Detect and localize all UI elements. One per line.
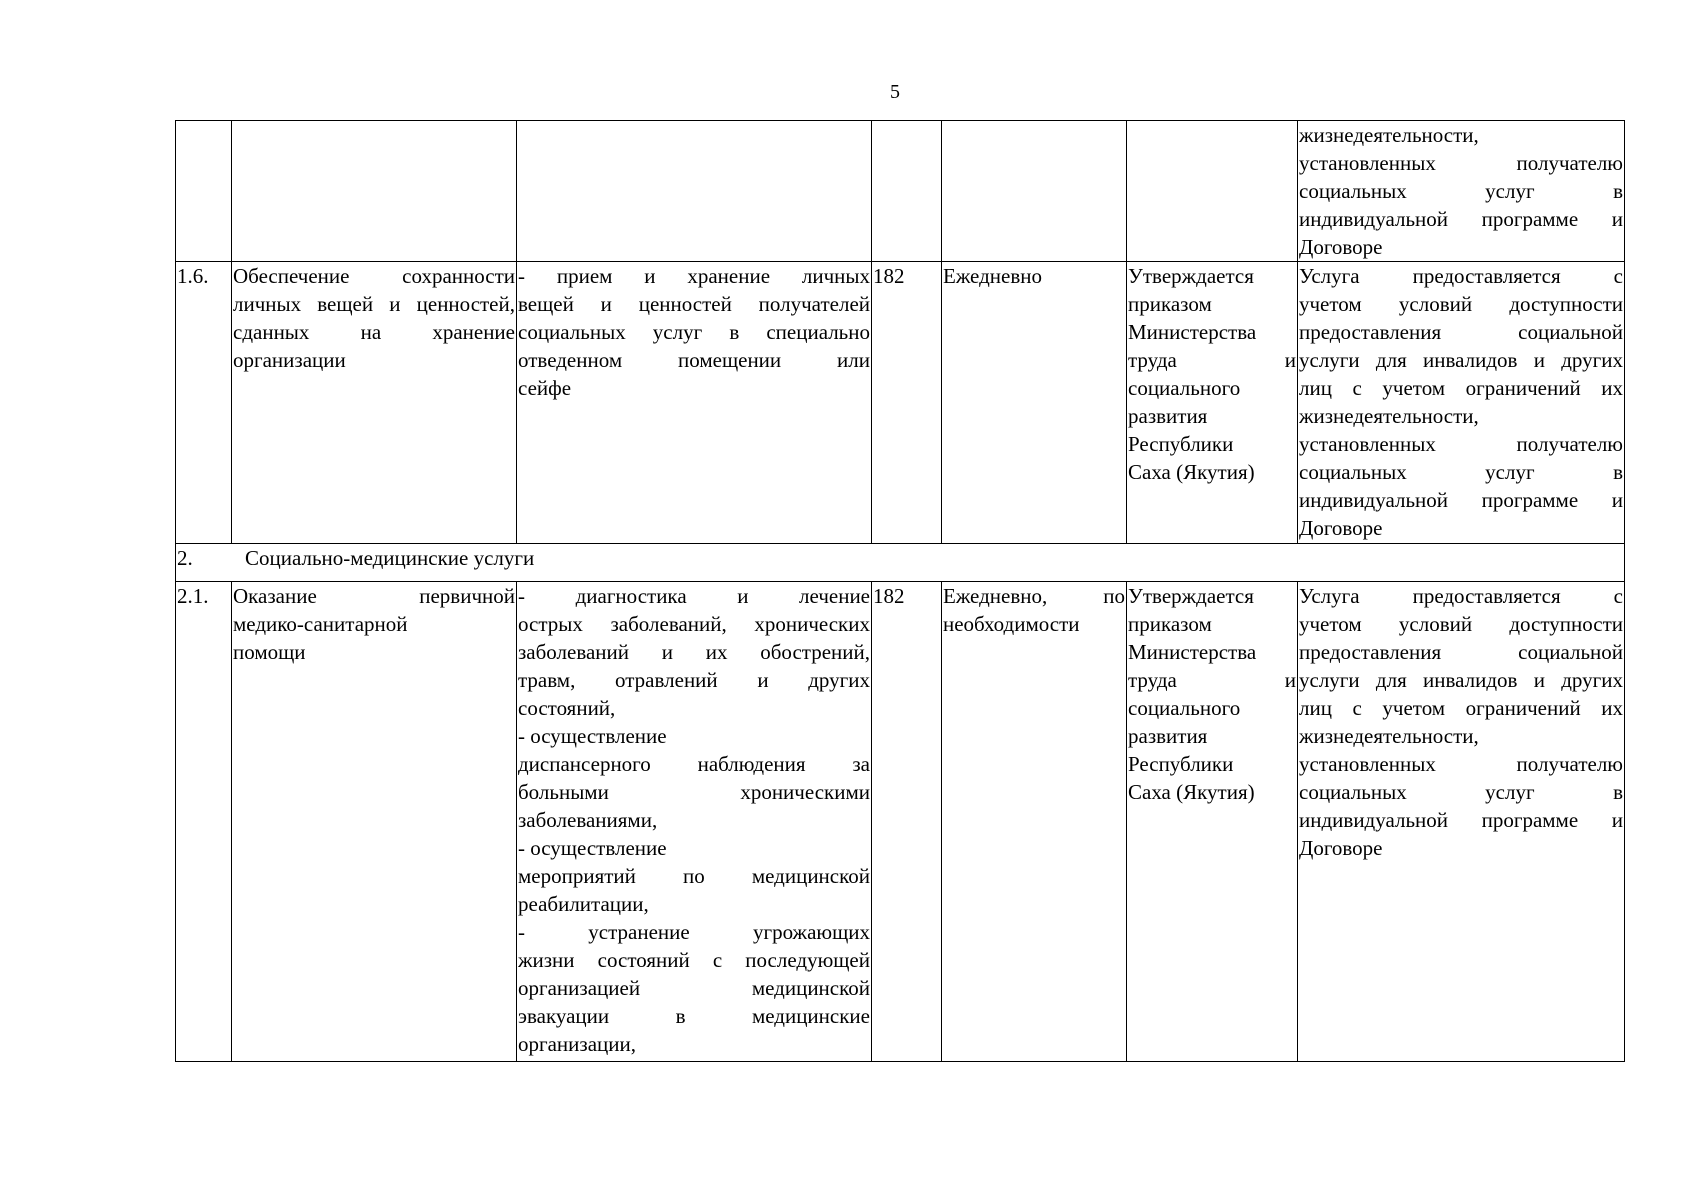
- service-name-cell: [232, 262, 517, 544]
- standard-cell: [1127, 121, 1298, 262]
- standard-line: Министерства: [1128, 640, 1257, 664]
- conditions-line: предоставления социальной: [1299, 320, 1623, 344]
- service-name-line: личных вещей и ценностей,: [233, 292, 515, 316]
- conditions-line: предоставления социальной: [1299, 640, 1623, 664]
- standard-line: труда и: [1128, 668, 1296, 692]
- table-row: [176, 582, 1625, 1062]
- standard-line: приказом: [1128, 292, 1212, 316]
- conditions-line: установленных получателю: [1299, 432, 1623, 456]
- conditions-line: жизнедеятельности,: [1299, 404, 1479, 428]
- service-content-line: - диагностика и лечение: [518, 584, 870, 608]
- standard-line: Республики: [1128, 432, 1234, 456]
- conditions-cell: [1298, 121, 1625, 262]
- cost-cell: 182: [872, 582, 942, 1062]
- standard-line: развития: [1128, 404, 1208, 428]
- row-number-cell: 2.1.: [176, 582, 232, 1062]
- conditions-line: социальных услуг в: [1299, 460, 1623, 484]
- service-content-line: - прием и хранение личных: [518, 264, 870, 288]
- conditions-line: Услуга предоставляется с: [1299, 584, 1623, 608]
- service-content-line: эвакуации в медицинские: [518, 1004, 870, 1028]
- conditions-line: Договоре: [1299, 235, 1383, 259]
- conditions-line: услуги для инвалидов и других: [1299, 668, 1623, 692]
- conditions-line: социальных услуг в: [1299, 780, 1623, 804]
- conditions-cell: [1298, 262, 1625, 544]
- service-name-cell: [232, 582, 517, 1062]
- service-content-line: организации,: [518, 1032, 636, 1056]
- standard-line: Утверждается: [1128, 584, 1254, 608]
- conditions-line: жизнедеятельности,: [1299, 123, 1479, 147]
- standard-line: приказом: [1128, 612, 1212, 636]
- row-number-cell: [176, 121, 232, 262]
- service-name-line: сданных на хранение: [233, 320, 515, 344]
- services-table: [175, 120, 1625, 1062]
- service-content-line: жизни состояний с последующей: [518, 948, 870, 972]
- service-content-line: организацией медицинской: [518, 976, 870, 1000]
- frequency-line: Ежедневно: [943, 264, 1043, 288]
- standard-line: Республики: [1128, 752, 1234, 776]
- service-content-line: социальных услуг в специально: [518, 320, 870, 344]
- conditions-line: социальных услуг в: [1299, 179, 1623, 203]
- conditions-line: Услуга предоставляется с: [1299, 264, 1623, 288]
- service-name-line: помощи: [233, 640, 306, 664]
- conditions-line: Договоре: [1299, 516, 1383, 540]
- section-row: [176, 544, 1625, 582]
- service-content-line: реабилитации,: [518, 892, 649, 916]
- conditions-line: услуги для инвалидов и других: [1299, 348, 1623, 372]
- conditions-line: лиц с учетом ограничений их: [1299, 376, 1623, 400]
- standard-line: развития: [1128, 724, 1208, 748]
- service-content-line: - осуществление: [518, 724, 667, 748]
- service-content-line: больными хроническими: [518, 780, 870, 804]
- conditions-line: индивидуальной программе и: [1299, 488, 1623, 512]
- conditions-line: учетом условий доступности: [1299, 612, 1623, 636]
- service-content-line: мероприятий по медицинской: [518, 864, 870, 888]
- service-name-cell: [232, 121, 517, 262]
- service-content-line: заболеваний и их обострений,: [518, 640, 870, 664]
- conditions-line: Договоре: [1299, 836, 1383, 860]
- standard-line: труда и: [1128, 348, 1296, 372]
- page-number: 5: [890, 81, 900, 103]
- conditions-line: установленных получателю: [1299, 752, 1623, 776]
- service-content-line: сейфе: [518, 376, 572, 400]
- service-name-line: Оказание первичной: [233, 584, 515, 608]
- conditions-line: жизнедеятельности,: [1299, 724, 1479, 748]
- service-content-cell: [517, 121, 872, 262]
- service-name-line: медико-санитарной: [233, 612, 408, 636]
- standard-line: Саха (Якутия): [1128, 780, 1255, 804]
- standard-line: Саха (Якутия): [1128, 460, 1255, 484]
- service-content-line: заболеваниями,: [518, 808, 658, 832]
- conditions-line: лиц с учетом ограничений их: [1299, 696, 1623, 720]
- service-content-line: травм, отравлений и других: [518, 668, 870, 692]
- service-content-line: диспансерного наблюдения за: [518, 752, 870, 776]
- section-number: 2.: [177, 546, 193, 570]
- service-content-line: отведенном помещении или: [518, 348, 870, 372]
- table-row: [176, 121, 1625, 262]
- service-content-line: - осуществление: [518, 836, 667, 860]
- section-title: Социально-медицинские услуги: [245, 546, 535, 570]
- conditions-line: индивидуальной программе и: [1299, 808, 1623, 832]
- conditions-cell: [1298, 582, 1625, 1062]
- service-content-line: вещей и ценностей получателей: [518, 292, 870, 316]
- row-number-cell: 1.6.: [176, 262, 232, 544]
- frequency-line: необходимости: [943, 612, 1080, 636]
- service-content-line: острых заболеваний, хронических: [518, 612, 870, 636]
- service-content-cell: [517, 262, 872, 544]
- service-name-line: организации: [233, 348, 346, 372]
- conditions-line: индивидуальной программе и: [1299, 207, 1623, 231]
- frequency-line: Ежедневно, по: [943, 584, 1125, 608]
- table-row: [176, 262, 1625, 544]
- cost-cell: [872, 121, 942, 262]
- frequency-cell: [942, 582, 1127, 1062]
- service-content-cell: [517, 582, 872, 1062]
- conditions-line: учетом условий доступности: [1299, 292, 1623, 316]
- conditions-line: установленных получателю: [1299, 151, 1623, 175]
- service-content-line: состояний,: [518, 696, 616, 720]
- frequency-cell: [942, 262, 1127, 544]
- standard-cell: [1127, 582, 1298, 1062]
- standard-line: социального: [1128, 696, 1241, 720]
- standard-line: Министерства: [1128, 320, 1257, 344]
- service-content-line: - устранение угрожающих: [518, 920, 870, 944]
- section-heading: [176, 544, 1625, 582]
- standard-cell: [1127, 262, 1298, 544]
- standard-line: социального: [1128, 376, 1241, 400]
- cost-cell: 182: [872, 262, 942, 544]
- service-name-line: Обеспечение сохранности: [233, 264, 515, 288]
- standard-line: Утверждается: [1128, 264, 1254, 288]
- frequency-cell: [942, 121, 1127, 262]
